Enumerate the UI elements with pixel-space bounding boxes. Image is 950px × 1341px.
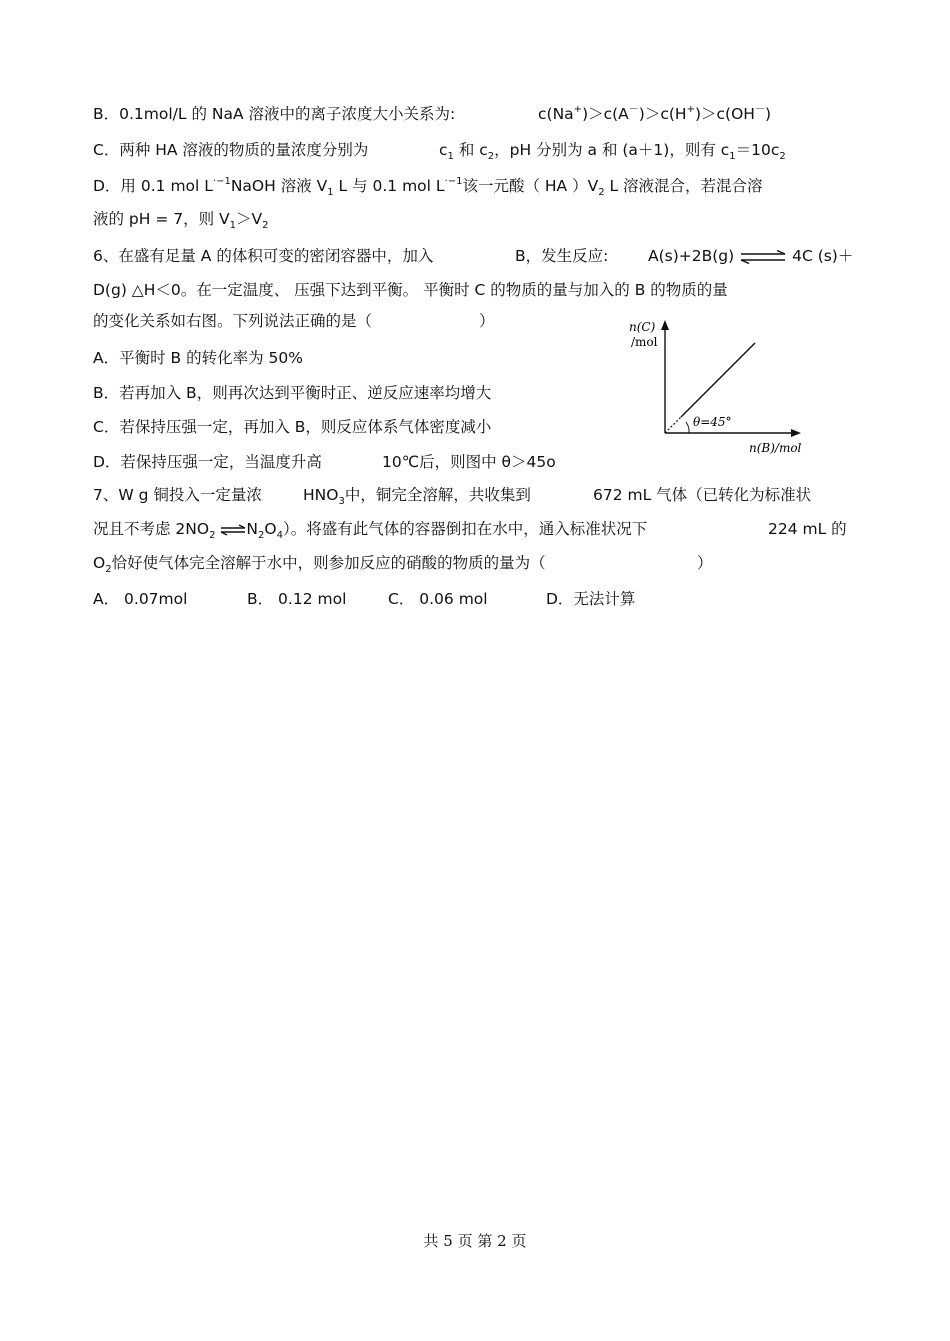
angle-label: θ=45° — [693, 415, 732, 429]
ion-order-expression: c(Na+)＞c(A－)＞c(H+)＞c(OH－) — [538, 104, 772, 123]
equilibrium-arrow-icon — [220, 524, 246, 536]
angle-arc — [686, 422, 689, 433]
q7-option-b: B． 0.12 mol — [247, 590, 347, 608]
option-b-prev — [93, 104, 772, 124]
data-line — [681, 343, 755, 417]
question-6-option-a: A．平衡时 B 的转化率为 50% — [93, 349, 303, 367]
equilibrium-arrow-icon — [739, 250, 787, 264]
y-axis-unit: /mol — [631, 335, 658, 349]
question-6-line3: 的变化关系如右图。下列说法正确的是（ ） — [93, 312, 495, 330]
y-axis-arrow-icon — [661, 320, 669, 330]
option-text: B．0.1mol/L 的 NaA 溶液中的离子浓度大小关系为: — [93, 105, 456, 123]
option-d-prev-line2: 液的 pH = 7，则 $V_1>V_2$ — [93, 210, 269, 231]
question-6-line2: D(g) △H＜0。在一定温度、 压强下达到平衡。 平衡时 C 的物质的量与加入的 B 的物质的量 — [93, 281, 728, 299]
question-6-option-c: C．若保持压强一定，再加入 B，则反应体系气体密度减小 — [93, 418, 492, 436]
option-text-2: $c_1$ 和 $c_2$，pH 分别为 a 和 (a＋1)，则有 $c_1=10c_2$ — [439, 141, 786, 162]
y-axis-label: n(C) — [629, 320, 656, 334]
question-7-line1: 7、W g 铜投入一定量浓 $HNO_3$中，铜完全溶解，共收集到 672 mL 气体（已转化为标准状 — [93, 486, 812, 507]
nc-vs-nb-graph — [625, 318, 810, 458]
dashed-line-segment — [665, 417, 681, 433]
page-footer: 共 5 页 第 2 页 — [423, 1232, 527, 1250]
question-6-line1: 6、在盛有足量 A 的体积可变的密闭容器中，加入 B，发生反应: A(s)+2B(g) 4C (s)＋ — [93, 247, 854, 265]
question-6-option-d: D．若保持压强一定，当温度升高 10℃后，则图中 θ＞45o — [93, 453, 556, 471]
option-d-prev-line1: D．用 0.1 mol $L^{\cdot-1}NaOH$ 溶液 $V_1$ L 与 0.1 mol $L^{\cdot-1}$该一元酸（ HA ）$V_2$ L 溶液混合，若混合溶 — [93, 176, 763, 198]
question-7-line3: $O_2$恰好使气体完全溶解于水中，则参加反应的硝酸的物质的量为（ ） — [93, 554, 713, 575]
option-text: C．两种 HA 溶液的物质的量浓度分别为 — [93, 141, 369, 159]
option-c-prev — [93, 140, 786, 162]
x-axis-label: n(B)/mol — [749, 441, 802, 455]
question-6-option-b: B．若再加入 B，则再次达到平衡时正、逆反应速率均增大 — [93, 384, 492, 402]
q7-option-d: D．无法计算 — [546, 590, 636, 608]
question-7-line2: 况且不考虑 $2NO_2$ $N_2O_4$）。将盛有此气体的容器倒扣在水中，通入标准状况下 224 mL 的 — [93, 520, 847, 541]
q7-option-a: A． 0.07mol — [93, 590, 188, 608]
x-axis-arrow-icon — [791, 429, 801, 437]
q7-option-c: C． 0.06 mol — [388, 590, 488, 608]
